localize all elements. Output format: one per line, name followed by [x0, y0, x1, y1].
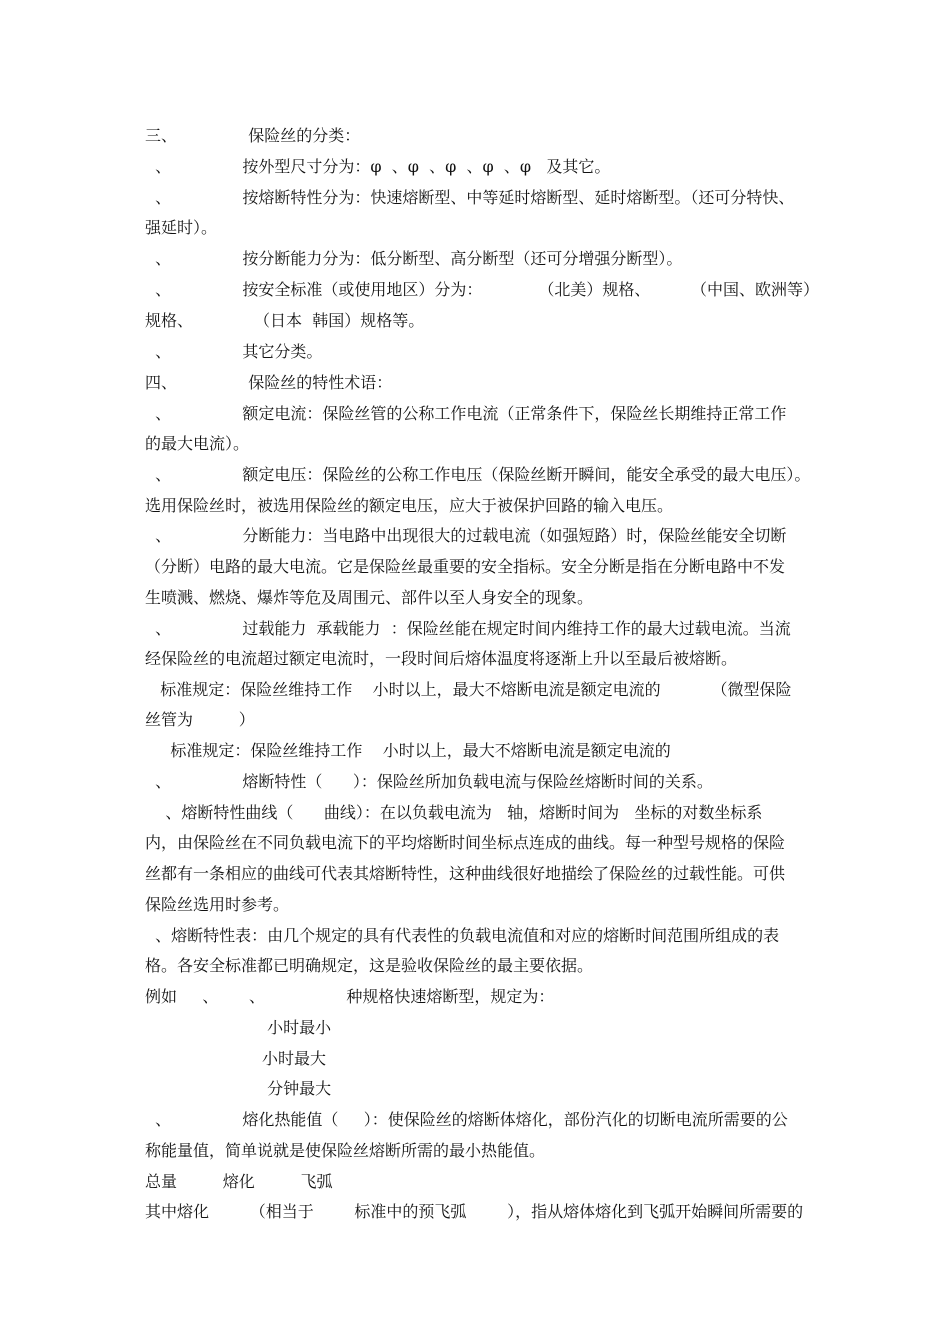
text-line: 选用保险丝时，被选用保险丝的额定电压，应大于被保护回路的输入电压。 [145, 496, 674, 515]
text-line: 、 按分断能力分为：低分断型、高分断型（还可分增强分断型）。 [145, 249, 683, 268]
text-line: 、 熔断特性（ ）：保险丝所加负载电流与保险丝熔断时间的关系。 [145, 772, 713, 791]
text-line: 小时最大 [145, 1049, 326, 1068]
text-line: 小时最小 [145, 1018, 332, 1037]
text-line: 格。各安全标准都已明确规定，这是验收保险丝的最主要依据。 [145, 956, 594, 975]
text-line: 生喷溅、燃烧、爆炸等危及周围元、部件以至人身安全的现象。 [145, 588, 594, 607]
text-line: 分钟最大 [145, 1079, 332, 1098]
text-line: 的最大电流）。 [145, 434, 250, 453]
text-line: 丝管为 ） [145, 710, 255, 729]
text-line: 强延时）。 [145, 218, 218, 237]
text-line: 经保险丝的电流超过额定电流时，一段时间后熔体温度将逐渐上升以至最后被熔断。 [145, 649, 738, 668]
text-line: 标准规定：保险丝维持工作 小时以上，最大不熔断电流是额定电流的 （微型保险 [145, 680, 792, 699]
text-line: 、 额定电流：保险丝管的公称工作电流（正常条件下，保险丝长期维持正常工作 [145, 404, 787, 423]
text-line: 标准规定：保险丝维持工作 小时以上，最大不熔断电流是额定电流的 [145, 741, 671, 760]
text-line: 总量 熔化 飞弧 [145, 1172, 333, 1191]
text-line: 称能量值，简单说就是使保险丝熔断所需的最小热能值。 [145, 1141, 546, 1160]
text-line: 、 额定电压：保险丝的公称工作电压（保险丝断开瞬间，能安全承受的最大电压）。 [145, 465, 811, 484]
text-line: 丝都有一条相应的曲线可代表其熔断特性，这种曲线很好地描绘了保险丝的过载性能。可供 [145, 864, 786, 883]
text-line: 内，由保险丝在不同负载电流下的平均熔断时间坐标点连成的曲线。每一种型号规格的保险 [145, 833, 786, 852]
text-line: 其中熔化 （相当于 标准中的预飞弧 ），指从熔体熔化到飞弧开始瞬间所需要的 [145, 1202, 804, 1221]
heading-fuse-terms: 四、 保险丝的特性术语： [145, 373, 393, 392]
text-line: 、 按安全标准（或使用地区）分为： （北美）规格、 （中国、欧洲等） [145, 280, 820, 299]
text-line: 保险丝选用时参考。 [145, 895, 290, 914]
text-line: 、熔断特性表：由几个规定的具有代表性的负载电流值和对应的熔断时间范围所组成的表 [145, 926, 780, 945]
text-line: 、 过载能力 承载能力 ：保险丝能在规定时间内维持工作的最大过载电流。当流 [145, 619, 791, 638]
text-line: 、 熔化热能值（ ）：使保险丝的熔断体熔化，部份汽化的切断电流所需要的公 [145, 1110, 788, 1129]
text-line: 例如 、 、 种规格快速熔断型，规定为： [145, 987, 555, 1006]
text-line: 、 按熔断特性分为：快速熔断型、中等延时熔断型、延时熔断型。（还可分特快、 [145, 188, 795, 207]
text-line: 、 分断能力：当电路中出现很大的过载电流（如强短路）时，保险丝能安全切断 [145, 526, 787, 545]
text-line: 、 其它分类。 [145, 342, 323, 361]
text-line: 、 按外型尺寸分为：φ 、φ 、φ 、φ 、φ 及其它。 [145, 157, 611, 176]
heading-fuse-classification: 三、 保险丝的分类： [145, 126, 361, 145]
text-line: 规格、 （日本 韩国）规格等。 [145, 311, 425, 330]
text-line: （分断）电路的最大电流。它是保险丝最重要的安全指标。安全分断是指在分断电路中不发 [145, 557, 786, 576]
text-line: 、熔断特性曲线（ 曲线）：在以负载电流为 轴，熔断时间为 坐标的对数坐标系 [145, 803, 763, 822]
